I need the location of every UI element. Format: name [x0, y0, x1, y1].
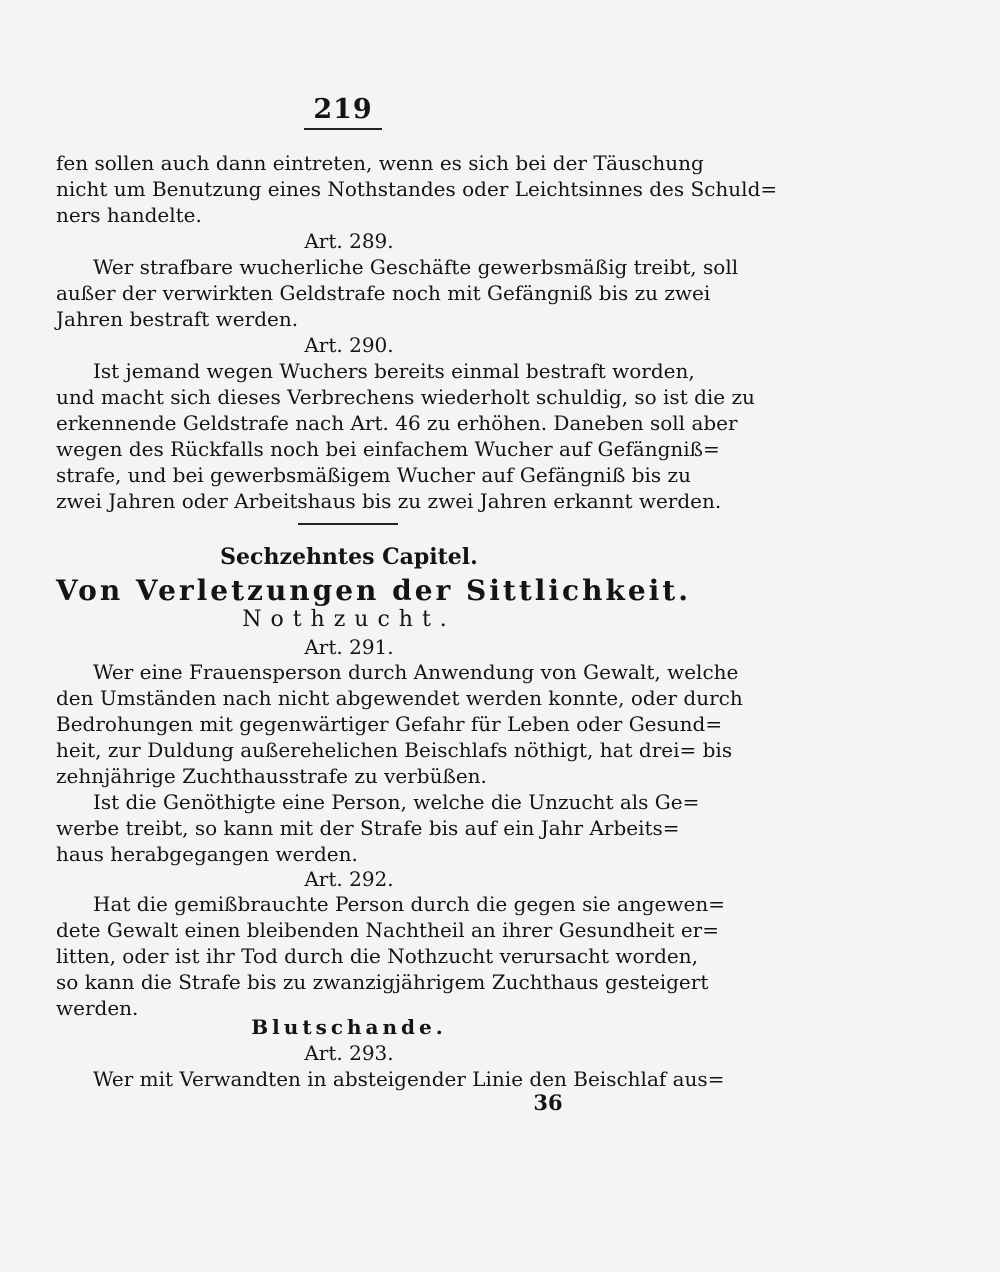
- text-line: zwei Jahren oder Arbeitshaus bis zu zwei Jahren erkannt werden.: [56, 489, 722, 513]
- chapter-title: Von Verletzungen der Sittlichkeit.: [56, 574, 691, 607]
- text-line: werbe treibt, so kann mit der Strafe bis auf ein Jahr Arbeits=: [56, 816, 680, 840]
- article-heading: Art. 290.: [304, 333, 394, 357]
- text-line: Ist jemand wegen Wuchers bereits einmal bestraft worden,: [93, 359, 695, 383]
- article-heading: Art. 291.: [304, 635, 394, 659]
- article-heading: Art. 293.: [304, 1041, 394, 1065]
- text-line: Wer eine Frauensperson durch Anwendung von Gewalt, welche: [93, 660, 739, 684]
- section-title: Blutschande.: [251, 1015, 447, 1039]
- text-line: Wer strafbare wucherliche Geschäfte gewerbsmäßig treibt, soll: [93, 255, 739, 279]
- text-line: so kann die Strafe bis zu zwanzigjährigem Zuchthaus gesteigert: [56, 970, 709, 994]
- text-line: Wer mit Verwandten in absteigender Linie den Beischlaf aus=: [93, 1067, 725, 1091]
- text-line: wegen des Rückfalls noch bei einfachem Wucher auf Gefängniß=: [56, 437, 720, 461]
- article-heading: Art. 289.: [304, 229, 394, 253]
- chapter-label: Sechzehntes Capitel.: [220, 544, 478, 570]
- section-divider: [298, 523, 398, 525]
- text-line: Bedrohungen mit gegenwärtiger Gefahr für Leben oder Gesund=: [56, 712, 723, 736]
- text-line: strafe, und bei gewerbsmäßigem Wucher auf Gefängniß bis zu: [56, 463, 691, 487]
- text-line: erkennende Geldstrafe nach Art. 46 zu erhöhen. Daneben soll aber: [56, 411, 738, 435]
- text-line: fen sollen auch dann eintreten, wenn es sich bei der Täuschung: [56, 151, 704, 175]
- text-line: werden.: [56, 996, 139, 1020]
- text-line: den Umständen nach nicht abgewendet werden konnte, oder durch: [56, 686, 743, 710]
- text-line: außer der verwirkten Geldstrafe noch mit Gefängniß bis zu zwei: [56, 281, 711, 305]
- text-line: ners handelte.: [56, 203, 202, 227]
- signature-mark: 36: [533, 1090, 563, 1115]
- text-line: heit, zur Duldung außerehelichen Beischlafs nöthigt, hat drei= bis: [56, 738, 733, 762]
- text-line: zehnjährige Zuchthausstrafe zu verbüßen.: [56, 764, 487, 788]
- text-line: dete Gewalt einen bleibenden Nachtheil an ihrer Gesundheit er=: [56, 918, 719, 942]
- text-line: Hat die gemißbrauchte Person durch die gegen sie angewen=: [93, 892, 725, 916]
- header-rule: [304, 128, 382, 130]
- section-title: Nothzucht.: [242, 607, 456, 632]
- text-line: haus herabgegangen werden.: [56, 842, 358, 866]
- text-line: nicht um Benutzung eines Nothstandes oder Leichtsinnes des Schuld=: [56, 177, 778, 201]
- text-line: Jahren bestraft werden.: [56, 307, 299, 331]
- text-line: und macht sich dieses Verbrechens wiederholt schuldig, so ist die zu: [56, 385, 755, 409]
- text-line: litten, oder ist ihr Tod durch die Nothzucht verursacht worden,: [56, 944, 698, 968]
- article-heading: Art. 292.: [304, 867, 394, 891]
- text-line: Ist die Genöthigte eine Person, welche die Unzucht als Ge=: [93, 790, 700, 814]
- page-number: 219: [313, 94, 373, 125]
